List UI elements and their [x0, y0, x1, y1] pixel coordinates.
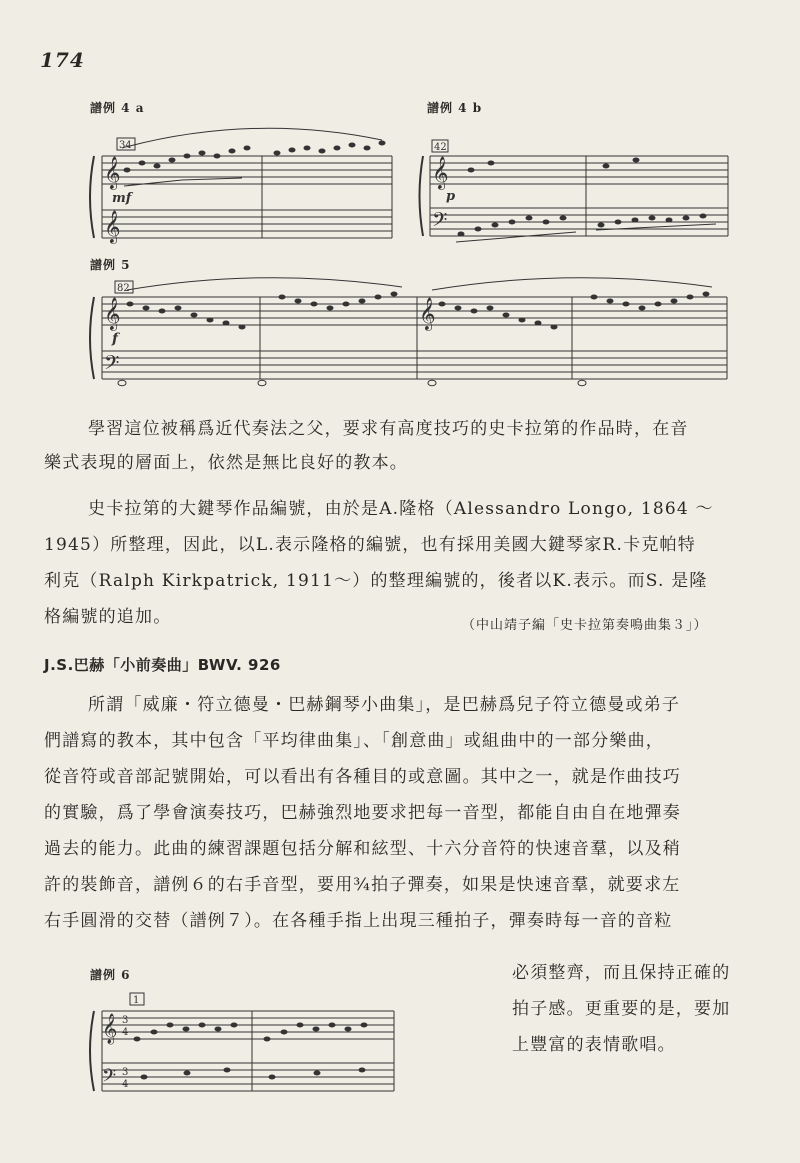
paragraph-3-line-4: 的實驗，爲了學會演奏技巧，巴赫強烈地要求把每一音型，都能自由自在地彈奏: [44, 803, 681, 823]
example-6-label: 譜例 6: [90, 968, 131, 982]
svg-text:𝄞: 𝄞: [102, 1014, 118, 1044]
svg-text:3: 3: [122, 1015, 129, 1026]
svg-text:𝄞: 𝄞: [104, 297, 121, 330]
example-4b-measure: 42: [434, 142, 447, 153]
citation: （中山靖子編「史卡拉第奏鳴曲集３」）: [462, 618, 708, 633]
paragraph-1-line-1: 學習這位被稱爲近代奏法之父，要求有高度技巧的史卡拉第的作品時，在音: [88, 419, 689, 439]
example-5-score: [82, 275, 732, 395]
example-5-label: 譜例 5: [90, 258, 131, 272]
example-4a-measure: 34: [119, 140, 132, 151]
example-4b-dynamic: p: [446, 189, 456, 204]
paragraph-3-line-1: 所謂「威廉・符立德曼・巴赫鋼琴小曲集」，是巴赫爲兒子符立德曼或弟子: [88, 695, 681, 715]
example-6-score: [82, 985, 404, 1103]
svg-text:3: 3: [122, 1067, 129, 1078]
side-text-line-1: 必須整齊，而且保持正確的: [512, 963, 731, 983]
paragraph-3-line-3: 從音符或音部記號開始，可以看出有各種目的或意圖。其中之一，就是作曲技巧: [44, 767, 681, 787]
svg-text:4: 4: [122, 1027, 129, 1038]
example-4a-dynamic: mf: [112, 191, 132, 206]
paragraph-3-line-5: 過去的能力。此曲的練習課題包括分解和絃型、十六分音符的快速音羣，以及稍: [44, 839, 681, 859]
paragraph-3-line-2: 們譜寫的教本，其中包含「平均律曲集」、「創意曲」或組曲中的一部分樂曲，: [44, 731, 664, 751]
svg-text:4: 4: [122, 1079, 129, 1090]
paragraph-3-line-6: 許的裝飾音，譜例６的右手音型，要用¾拍子彈奏，如果是快速音羣，就要求左: [44, 875, 681, 895]
paragraph-3-line-7: 右手圓滑的交替（譜例７）。在各種手指上出現三種拍子，彈奏時每一音的音粒: [44, 911, 673, 931]
svg-text:𝄢: 𝄢: [432, 208, 448, 236]
example-5-measure: 82: [117, 283, 130, 294]
example-4a-score: [82, 118, 402, 248]
svg-text:𝄞: 𝄞: [432, 156, 449, 189]
side-text-line-2: 拍子感。更重要的是，要加: [512, 999, 731, 1019]
example-5-dynamic: f: [112, 331, 119, 347]
svg-text:𝄞: 𝄞: [104, 210, 121, 243]
section-heading: J.S.巴赫「小前奏曲」BWV. 926: [44, 656, 281, 674]
svg-text:𝄞: 𝄞: [104, 156, 121, 189]
paragraph-2-line-1: 史卡拉第的大鍵琴作品編號，由於是A.隆格（Alessandro Longo, 1864 ～: [88, 499, 714, 519]
example-4b-score: [416, 130, 732, 248]
example-4b-label: 譜例 4 b: [427, 101, 483, 115]
paragraph-2-line-3: 利克（Ralph Kirkpatrick, 1911～）的整理編號的，後者以K.表示。而S. 是隆: [44, 571, 708, 591]
svg-text:𝄢: 𝄢: [102, 1066, 117, 1091]
paragraph-2-line-4: 格編號的追加。: [44, 607, 172, 627]
example-6-measure: 1: [133, 995, 140, 1006]
example-4a-label: 譜例 4 a: [90, 101, 145, 115]
page-number: 174: [40, 48, 85, 72]
paragraph-1-line-2: 樂式表現的層面上，依然是無比良好的教本。: [44, 453, 408, 473]
svg-text:𝄢: 𝄢: [104, 351, 120, 379]
svg-text:𝄞: 𝄞: [419, 297, 436, 330]
paragraph-2-line-2: 1945）所整理，因此，以L.表示隆格的編號，也有採用美國大鍵琴家R.卡克帕特: [44, 535, 696, 555]
side-text-line-3: 上豐富的表情歌唱。: [512, 1035, 676, 1055]
